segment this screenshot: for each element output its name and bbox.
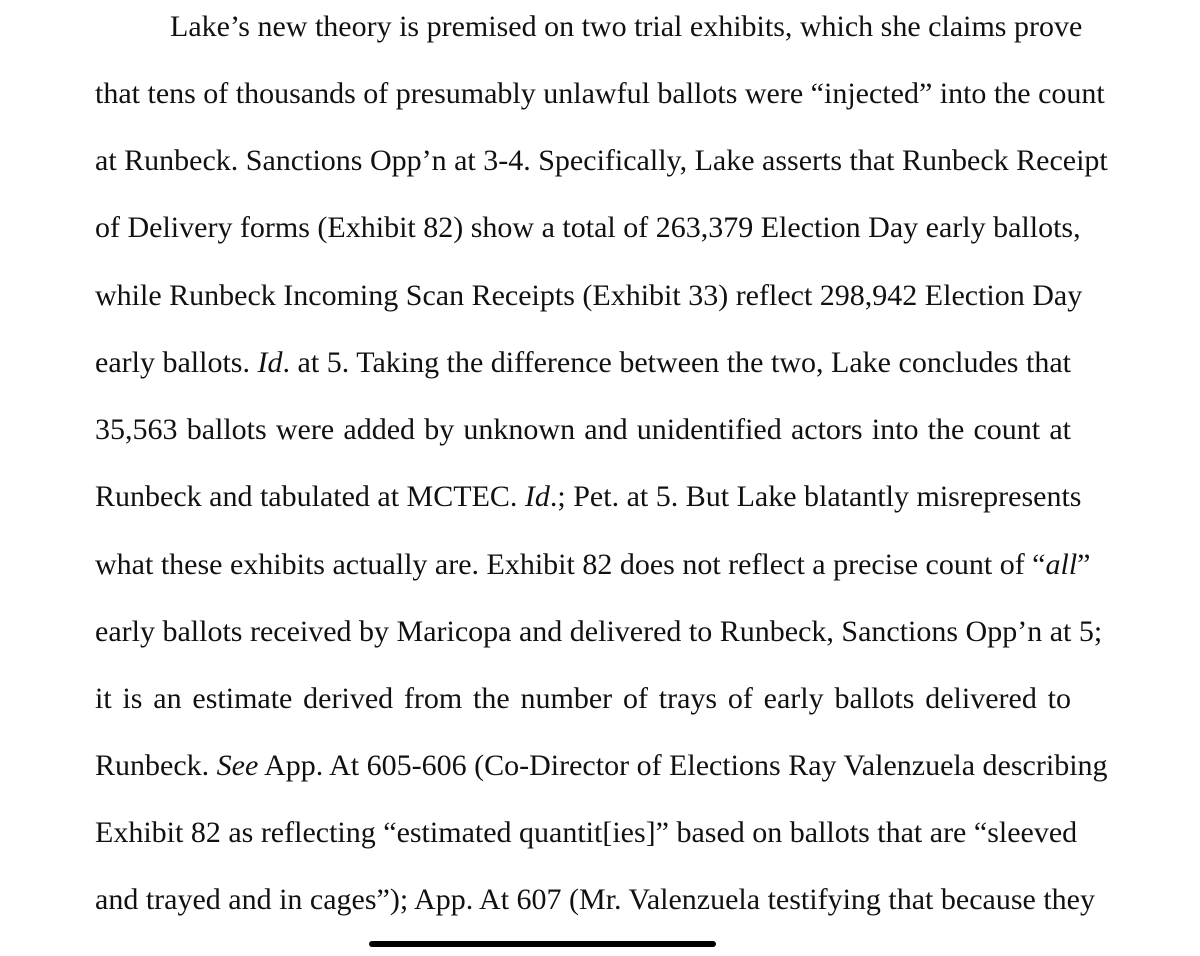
text-line <box>95 143 1108 179</box>
text-segment: . at 5. Taking the difference between the two, Lake concludes that <box>282 346 1071 379</box>
text-line <box>95 547 1091 583</box>
text-line <box>95 210 1081 246</box>
text-line <box>95 882 1095 918</box>
text-line <box>95 76 1105 112</box>
text-segment: of Delivery forms (Exhibit 82) show a total of 263,379 Election Day early ballots, <box>95 211 1081 244</box>
text-segment: ” <box>1077 548 1091 581</box>
text-segment: Lake’s new theory is premised on two trial exhibits, which she claims prove <box>170 10 1083 43</box>
italic-text-segment: all <box>1045 548 1078 581</box>
text-line <box>170 9 1083 45</box>
text-line <box>95 614 1103 650</box>
text-segment: Runbeck. <box>95 749 217 782</box>
text-segment: Runbeck and tabulated at MCTEC. <box>95 480 525 513</box>
italic-text-segment: Id <box>524 480 550 513</box>
text-segment: 35,563 ballots were added by unknown and unidentified actors into the count at <box>95 413 1071 446</box>
text-line <box>95 345 1071 381</box>
text-segment: .; Pet. at 5. But Lake blatantly misrepresents <box>549 480 1082 513</box>
text-segment: early ballots received by Maricopa and delivered to Runbeck, Sanctions Opp’n at 5; <box>95 615 1103 648</box>
home-indicator-bar[interactable] <box>369 941 716 947</box>
text-segment: Exhibit 82 as reflecting “estimated quantit[ies]” based on ballots that are “sleeved <box>95 816 1078 849</box>
text-segment: while Runbeck Incoming Scan Receipts (Exhibit 33) reflect 298,942 Election Day <box>95 279 1083 312</box>
text-segment: it is an estimate derived from the number of trays of early ballots delivered to <box>95 682 1071 715</box>
text-line <box>95 278 1083 314</box>
text-segment: at Runbeck. Sanctions Opp’n at 3-4. Specifically, Lake asserts that Runbeck Receipt <box>95 144 1108 177</box>
text-segment: what these exhibits actually are. Exhibit 82 does not reflect a precise count of “ <box>95 548 1046 581</box>
text-segment: that tens of thousands of presumably unlawful ballots were “injected” into the count <box>95 77 1105 110</box>
text-line <box>95 681 1071 717</box>
text-line <box>95 412 1071 448</box>
text-line <box>95 748 1108 784</box>
italic-text-segment: Id <box>257 346 283 379</box>
italic-text-segment: See <box>216 749 259 782</box>
text-line <box>95 815 1078 851</box>
text-segment: App. At 605-606 (Co-Director of Elections Ray Valenzuela describing <box>258 749 1108 782</box>
text-segment: and trayed and in cages”); App. At 607 (Mr. Valenzuela testifying that because they <box>95 883 1095 916</box>
text-segment: early ballots. <box>95 346 258 379</box>
text-line <box>95 479 1082 515</box>
